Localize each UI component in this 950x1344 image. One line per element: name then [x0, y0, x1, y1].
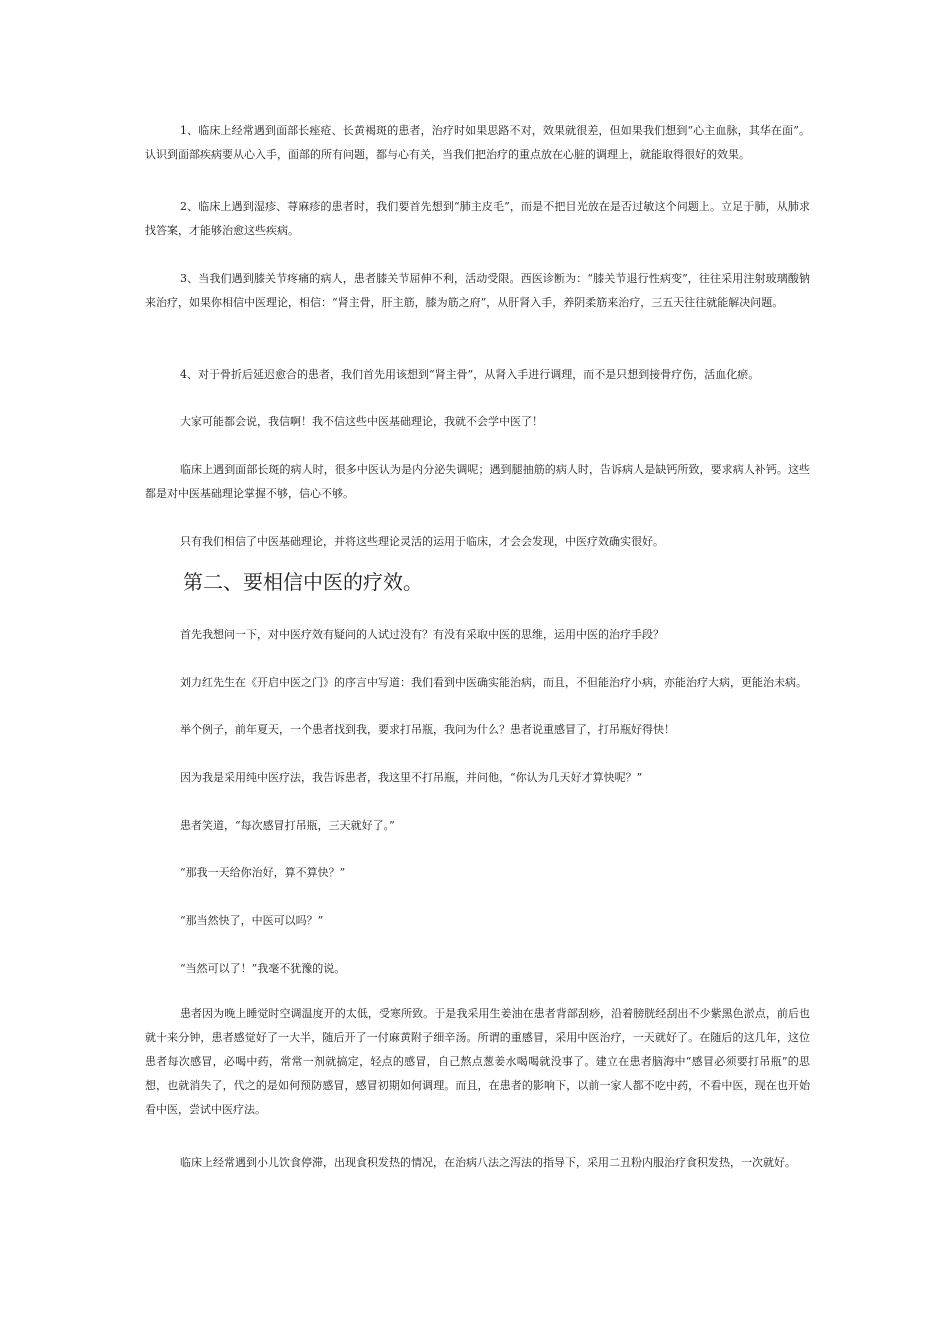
paragraph-17: 临床上经常遇到小儿饮食停滞，出现食积发热的情况，在治病八法之泻法的指导下，采用二丑粉内服治疗食积发热，一次就好。: [180, 1156, 796, 1169]
paragraph-12: 患者笑道，“每次感冒打吊瓶，三天就好了。”: [180, 819, 395, 832]
paragraph-5: 大家可能都会说，我信啊！我不信这些中医基础理论，我就不会学中医了！: [180, 415, 543, 428]
paragraph-14: “那当然快了，中医可以吗？”: [180, 914, 324, 927]
paragraph-3: 3、当我们遇到膝关节疼痛的病人，患者膝关节屈伸不利，活动受限。西医诊断为：“膝关节退行性病变”，往往采用注射玻璃酸钠来治疗，如果你相信中医理论，相信：“肾主骨，肝主筋，膝为筋之府”，从肝肾入手，养阴柔筋来治疗，三五天往往就能解决问题。: [145, 272, 810, 309]
section-heading: 第二、要相信中医的疗效。: [183, 570, 423, 594]
paragraph-6: 临床上遇到面部长斑的病人时，很多中医认为是内分泌失调呢；遇到腿抽筋的病人时，告诉病人是缺钙所致，要求病人补钙。这些都是对中医基础理论掌握不够，信心不够。: [145, 463, 810, 500]
paragraph-9: 刘力红先生在《开启中医之门》的序言中写道：我们看到中医确实能治病，而且，不但能治疗小病，亦能治疗大病，更能治未病。: [180, 676, 807, 689]
paragraph-13: “那我一天给你治好，算不算快？”: [180, 866, 346, 879]
paragraph-7: 只有我们相信了中医基础理论，并将这些理论灵活的运用于临床，才会会发现，中医疗效确实很好。: [180, 535, 664, 548]
paragraph-8: 首先我想问一下，对中医疗效有疑问的人试过没有？有没有采取中医的思维，运用中医的治疗手段？: [180, 628, 664, 641]
paragraph-15: “当然可以了！”我毫不犹豫的说。: [180, 962, 346, 975]
paragraph-4: 4、对于骨折后延迟愈合的患者，我们首先用该想到“肾主骨”，从肾入手进行调理，而不是只想到接骨疗伤，活血化瘀。: [180, 368, 760, 381]
paragraph-16: 患者因为晚上睡觉时空调温度开的太低，受寒所致。于是我采用生姜油在患者背部刮痧，沿着膀胱经刮出不少紫黑色淤点，前后也就十来分钟，患者感觉好了一大半，随后开了一付麻黄附子细辛汤。所谓的重感冒，采用中医治疗，一天就好了。在随后的这几年，这位患者每次感冒，必喝中药，常常一剂就搞定，轻点的感冒，自己熬点葱姜水喝喝就没事了。建立在患者脑海中“感冒必须要打吊瓶”的思想，也就消失了，代之的是如何预防感冒，感冒初期如何调理。而且，在患者的影响下，以前一家人都不吃中药，不看中医，现在也开始看中医，尝试中医疗法。: [145, 1007, 810, 1116]
paragraph-10: 举个例子，前年夏天，一个患者找到我，要求打吊瓶，我问为什么？患者说重感冒了，打吊瓶好得快！: [180, 723, 675, 736]
paragraph-2: 2、临床上遇到湿疹、荨麻疹的患者时，我们要首先想到“肺主皮毛”，而是不把目光放在是否过敏这个问题上。立足于肺，从肺求找答案，才能够治愈这些疾病。: [145, 200, 810, 237]
paragraph-1: 1、临床上经常遇到面部长痤疮、长黄褐斑的患者，治疗时如果思路不对，效果就很差，但如果我们想到“心主血脉，其华在面”。认识到面部疾病要从心入手，面部的所有问题，都与心有关，当我们把治疗的重点放在心脏的调理上，就能取得很好的效果。: [145, 124, 810, 161]
paragraph-11: 因为我是采用纯中医疗法，我告诉患者，我这里不打吊瓶，并问他，“你认为几天好才算快呢？”: [180, 771, 643, 784]
